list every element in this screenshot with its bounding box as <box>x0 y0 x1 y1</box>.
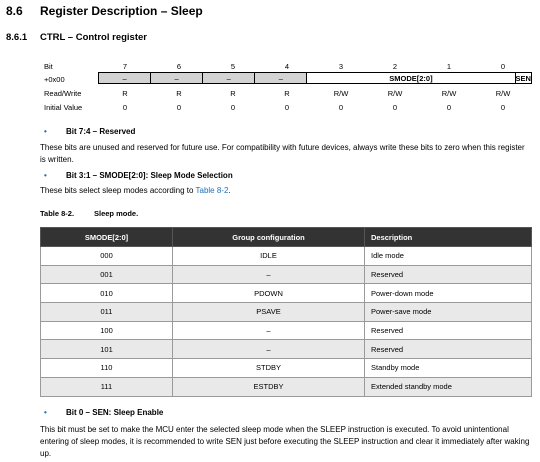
table-row <box>41 340 532 359</box>
bit0-description: This bit must be set to make the MCU enter the selected sleep mode when the SLEEP instruction is executed. To avoid unintentional entering of sleep modes, it is recommended to write SEN just before executing the SLEEP instruction and clear it immediately after waking up. <box>40 425 530 458</box>
reserved-field: – <box>255 73 307 83</box>
table-header-row <box>41 228 532 247</box>
description-cell: Idle mode <box>365 247 532 266</box>
init-value: 0 <box>338 103 344 112</box>
init-value: 0 <box>284 103 290 112</box>
subsection-heading <box>6 32 147 43</box>
table-row <box>41 247 532 266</box>
bit-number: 5 <box>230 62 236 71</box>
smode-cell: 100 <box>41 321 173 340</box>
register-address: +0x00 <box>44 75 65 84</box>
init-value: 0 <box>500 103 506 112</box>
section-number: 8.6 <box>6 4 23 18</box>
bullet-icon: • <box>44 127 47 136</box>
section-title: Register Description – Sleep <box>40 4 203 18</box>
init-value: 0 <box>122 103 128 112</box>
column-header-group: Group configuration <box>173 228 365 247</box>
description-cell: Power-save mode <box>365 303 532 322</box>
group-cell: PSAVE <box>173 303 365 322</box>
bit-number: 1 <box>446 62 452 71</box>
smode-field: SMODE[2:0] <box>307 73 515 83</box>
bit-number: 3 <box>338 62 344 71</box>
group-cell: – <box>173 265 365 284</box>
bit-number: 2 <box>392 62 398 71</box>
init-label: Initial Value <box>44 103 83 112</box>
bit-label: Bit <box>44 62 53 71</box>
bullet-icon: • <box>44 171 47 180</box>
bit-number: 0 <box>500 62 506 71</box>
bit0-title: Bit 0 – SEN: Sleep Enable <box>66 408 164 417</box>
bit31-text-end: . <box>228 186 231 195</box>
table-row <box>41 265 532 284</box>
table-caption-number: Table 8-2. <box>40 209 75 218</box>
table-caption-title: Sleep mode. <box>94 209 139 218</box>
smode-cell: 101 <box>41 340 173 359</box>
rw-value: R <box>230 89 236 98</box>
bit31-text: These bits select sleep modes according to <box>40 186 196 195</box>
table-caption <box>40 209 138 218</box>
group-cell: STDBY <box>173 359 365 378</box>
reserved-field: – <box>203 73 255 83</box>
reserved-field: – <box>99 73 151 83</box>
description-cell: Reserved <box>365 321 532 340</box>
rw-value: R <box>176 89 182 98</box>
smode-cell: 011 <box>41 303 173 322</box>
rw-label: Read/Write <box>44 89 82 98</box>
column-header-smode: SMODE[2:0] <box>41 228 173 247</box>
reserved-field: – <box>151 73 203 83</box>
bit31-description <box>40 185 532 197</box>
smode-cell: 001 <box>41 265 173 284</box>
group-cell: PDOWN <box>173 284 365 303</box>
bit-number: 4 <box>284 62 290 71</box>
column-header-description: Description <box>365 228 532 247</box>
smode-cell: 111 <box>41 377 173 396</box>
subsection-number: 8.6.1 <box>6 32 28 43</box>
description-cell: Standby mode <box>365 359 532 378</box>
subsection-title: CTRL – Control register <box>40 32 147 43</box>
init-value: 0 <box>230 103 236 112</box>
group-cell: IDLE <box>173 247 365 266</box>
group-cell: – <box>173 321 365 340</box>
rw-value: R <box>122 89 128 98</box>
group-cell: – <box>173 340 365 359</box>
description-cell: Power-down mode <box>365 284 532 303</box>
init-value: 0 <box>392 103 398 112</box>
table-row <box>41 377 532 396</box>
init-value: 0 <box>176 103 182 112</box>
smode-cell: 110 <box>41 359 173 378</box>
description-cell: Reserved <box>365 265 532 284</box>
bit74-title: Bit 7:4 – Reserved <box>66 127 136 136</box>
register-field-box <box>98 72 532 84</box>
section-heading <box>6 4 203 18</box>
rw-value: R/W <box>333 89 349 98</box>
rw-value: R/W <box>495 89 511 98</box>
bit-number: 7 <box>122 62 128 71</box>
bit74-description: These bits are unused and reserved for future use. For compatibility with future devices, always write these bits to zero when this register is written. <box>40 143 525 164</box>
rw-value: R <box>284 89 290 98</box>
smode-cell: 010 <box>41 284 173 303</box>
table-row <box>41 321 532 340</box>
table-row <box>41 303 532 322</box>
table-8-2-link[interactable]: Table 8-2 <box>195 186 229 195</box>
rw-value: R/W <box>387 89 403 98</box>
description-cell: Extended standby mode <box>365 377 532 396</box>
bit31-title: Bit 3:1 – SMODE[2:0]: Sleep Mode Selection <box>66 171 233 180</box>
sen-field: SEN <box>515 73 531 83</box>
smode-cell: 000 <box>41 247 173 266</box>
group-cell: ESTDBY <box>173 377 365 396</box>
description-cell: Reserved <box>365 340 532 359</box>
init-value: 0 <box>446 103 452 112</box>
bullet-icon: • <box>44 408 47 417</box>
table-row <box>41 284 532 303</box>
rw-value: R/W <box>441 89 457 98</box>
bit-number: 6 <box>176 62 182 71</box>
table-row <box>41 359 532 378</box>
sleep-mode-table <box>40 227 532 397</box>
